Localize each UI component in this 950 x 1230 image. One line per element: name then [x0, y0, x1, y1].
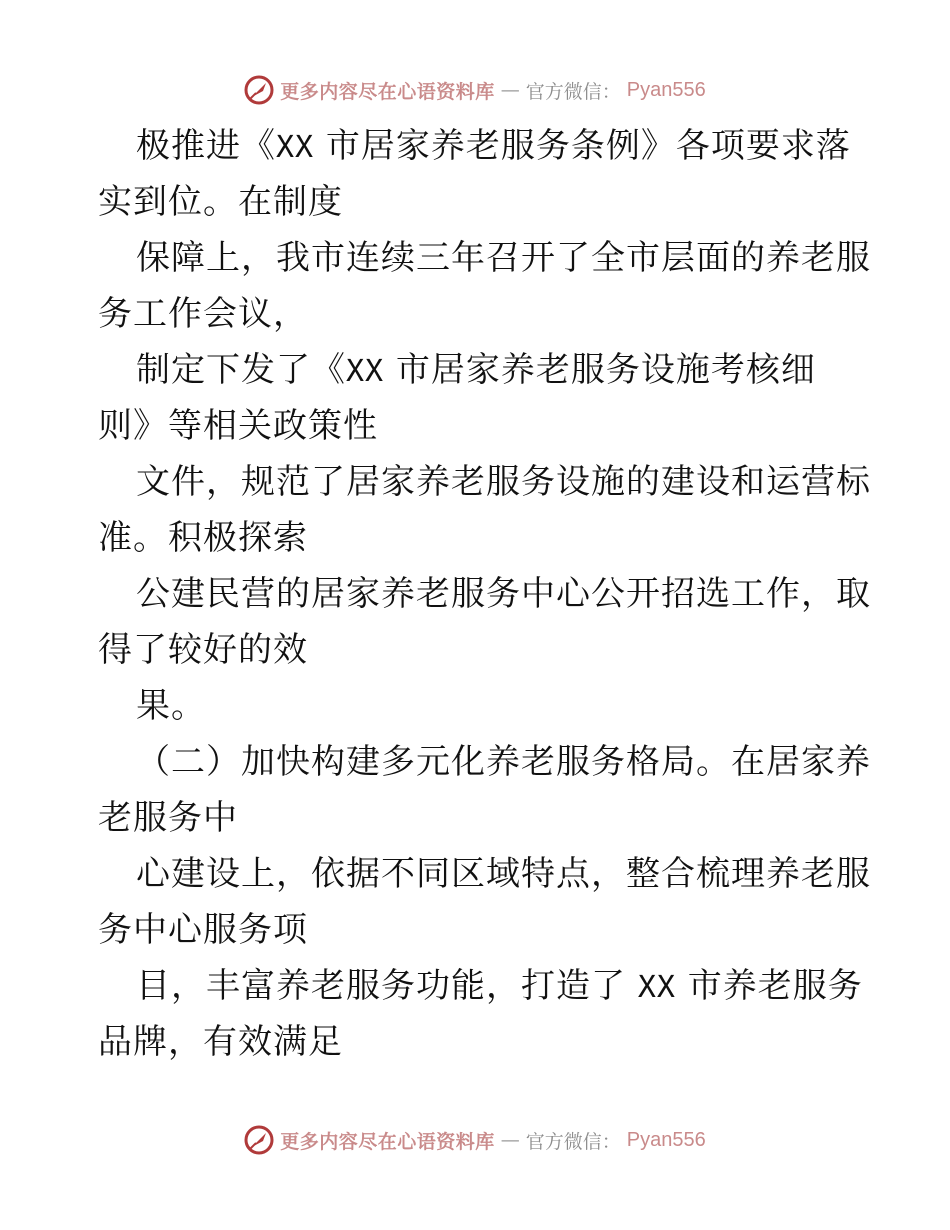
header-banner: [0, 70, 950, 110]
text-line: 文件，规范了居家养老服务设施的建设和运营标: [136, 462, 871, 502]
text-line: 目，丰富养老服务功能，打造了 XX 市养老服务: [136, 966, 863, 1006]
footer-banner: [0, 1120, 950, 1160]
text-line: 务工作会议，: [98, 294, 308, 334]
text-line: 则》等相关政策性: [98, 406, 378, 446]
text-line: 准。积极探索: [98, 518, 308, 558]
text-line: 务中心服务项: [98, 910, 308, 950]
text-line: 品牌，有效满足: [98, 1022, 343, 1062]
document-body: [98, 118, 871, 1070]
text-line: 心建设上，依据不同区域特点，整合梳理养老服: [136, 854, 871, 894]
section-heading-line: （二）加快构建多元化养老服务格局。在居家养: [136, 742, 871, 782]
text-line: 保障上，我市连续三年召开了全市层面的养老服: [136, 238, 871, 278]
text-line: 极推进《XX 市居家养老服务条例》各项要求落: [136, 126, 851, 166]
xx-token: XX: [346, 354, 385, 389]
brand-text: 更多内容尽在心语资料库: [280, 1130, 495, 1153]
wechat-label: 官方微信：: [525, 1130, 621, 1153]
xx-token: XX: [637, 970, 676, 1005]
header-banner-content: [244, 75, 706, 105]
brand-text: 更多内容尽在心语资料库: [280, 80, 495, 103]
banner-dash: —: [500, 1129, 520, 1151]
text-line: 老服务中: [98, 798, 238, 838]
wechat-label: 官方微信：: [525, 80, 621, 103]
footer-banner-content: [244, 1125, 706, 1155]
wechat-id: Pyan556: [626, 1128, 706, 1151]
text-line: 得了较好的效: [98, 630, 308, 670]
text-line: 制定下发了《XX 市居家养老服务设施考核细: [136, 350, 816, 390]
text-line: 果。: [136, 686, 206, 726]
quill-logo-icon: [244, 1125, 274, 1155]
text-line: 实到位。在制度: [98, 182, 343, 222]
xx-token: XX: [276, 130, 315, 165]
text-line: 公建民营的居家养老服务中心公开招选工作，取: [136, 574, 871, 614]
quill-logo-icon: [244, 75, 274, 105]
banner-dash: —: [500, 79, 520, 101]
wechat-id: Pyan556: [626, 78, 706, 101]
